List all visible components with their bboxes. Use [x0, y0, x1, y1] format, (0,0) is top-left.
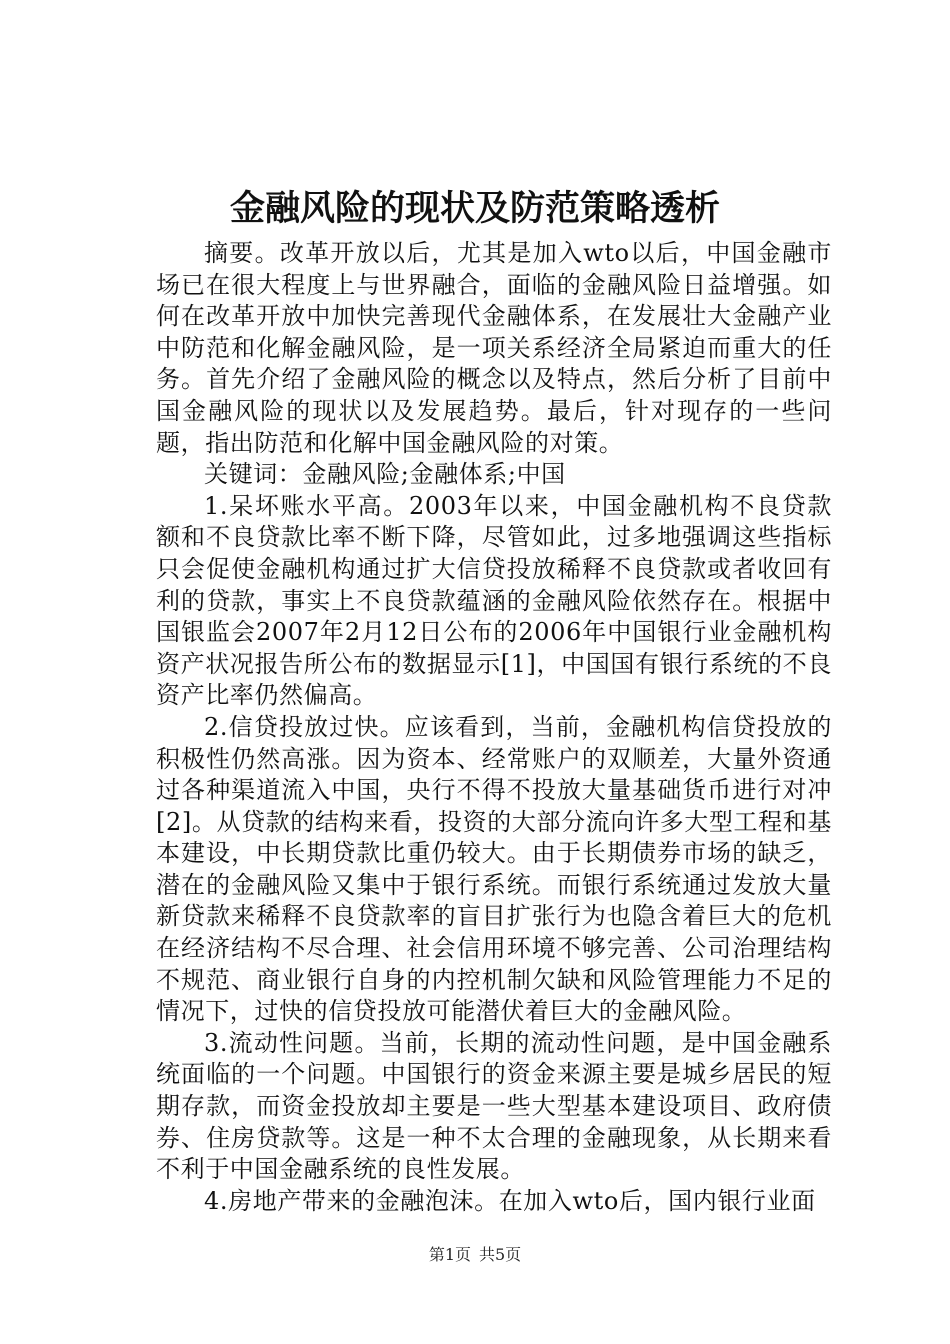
- section-4-paragraph: 4.房地产带来的金融泡沫。在加入wto后，国内银行业面: [204, 1186, 816, 1215]
- keywords-paragraph: 关键词：金融风险;金融体系;中国: [204, 460, 566, 489]
- section-3-paragraph: 3.流动性问题。当前，长期的流动性问题，是中国金融系统面临的一个问题。中国银行的资金来源主要是城乡居民的短期存款，而资金投放却主要是一些大型基本建设项目、政府债券、住房贷款等。这是一种不太合理的金融现象，从长期来看不利于中国金融系统的良性发展。: [156, 1028, 832, 1184]
- document-title: 金融风险的现状及防范策略透析: [229, 188, 720, 229]
- document-body: [156, 238, 832, 1217]
- page-number: 第1页: [428, 1245, 471, 1264]
- section-1-paragraph: 1.呆坏账水平高。2003年以来，中国金融机构不良贷款额和不良贷款比率不断下降，尽管如此，过多地强调这些指标只会促使金融机构通过扩大信贷投放稀释不良贷款或者收回有利的贷款，事实上不良贷款蕴涵的金融风险依然存在。根据中国银监会2007年2月12日公布的2006年中国银行业金融机构资产状况报告所公布的数据显示[1]，中国国有银行系统的不良资产比率仍然偏高。: [156, 491, 832, 710]
- section-2-paragraph: 2.信贷投放过快。应该看到，当前，金融机构信贷投放的积极性仍然高涨。因为资本、经常账户的双顺差，大量外资通过各种渠道流入中国，央行不得不投放大量基础货币进行对冲[2]。从贷款的结构来看，投资的大部分流向许多大型工程和基本建设，中长期贷款比重仍较大。由于长期债券市场的缺乏，潜在的金融风险又集中于银行系统。而银行系统通过发放大量新贷款来稀释不良贷款率的盲目扩张行为也隐含着巨大的危机在经济结构不尽合理、社会信用环境不够完善、公司治理结构不规范、商业银行自身的内控机制欠缺和风险管理能力不足的情况下，过快的信贷投放可能潜伏着巨大的金融风险。: [156, 712, 832, 1026]
- page-total: 共5页: [479, 1245, 522, 1264]
- abstract-paragraph: 摘要。改革开放以后，尤其是加入wto以后，中国金融市场已在很大程度上与世界融合，面临的金融风险日益增强。如何在改革开放中加快完善现代金融体系，在发展壮大金融产业中防范和化解金融风险，是一项关系经济全局紧迫而重大的任务。首先介绍了金融风险的概念以及特点，然后分析了目前中国金融风险的现状以及发展趋势。最后，针对现存的一些问题，指出防范和化解中国金融风险的对策。: [156, 239, 832, 457]
- page-footer: [0, 1245, 950, 1265]
